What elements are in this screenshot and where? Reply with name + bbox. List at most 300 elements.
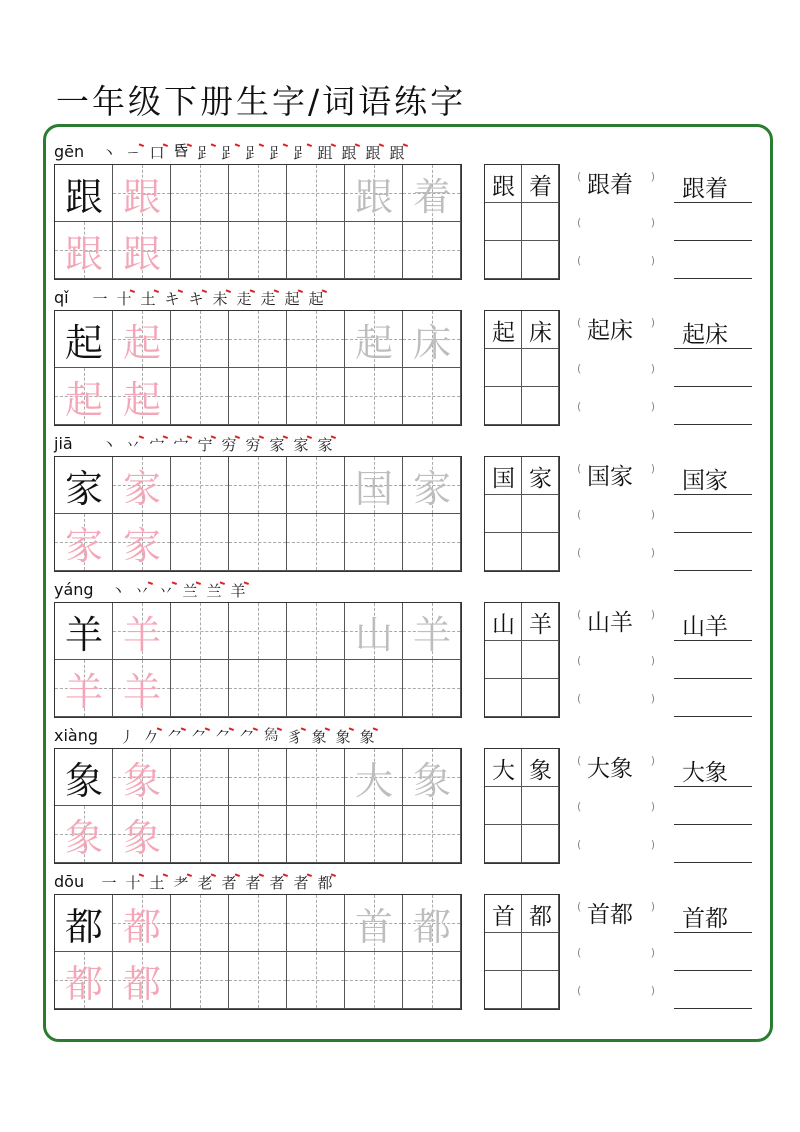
- trace-character: 都: [122, 905, 161, 949]
- trace-character: 象: [64, 816, 103, 860]
- grid-cell[interactable]: [287, 311, 345, 368]
- grid-cell[interactable]: [113, 952, 171, 1009]
- grid-cell[interactable]: [345, 457, 403, 514]
- grid-cell[interactable]: [113, 806, 171, 863]
- word-grid-cell[interactable]: [522, 895, 559, 933]
- writing-line[interactable]: [674, 824, 752, 825]
- trace-character: 起: [122, 321, 161, 365]
- grid-cell[interactable]: [287, 895, 345, 952]
- open-bracket: (: [577, 400, 582, 413]
- lined-word: 山羊: [682, 614, 728, 640]
- grid-cell[interactable]: [403, 895, 461, 952]
- word-grid-cell[interactable]: [485, 641, 522, 679]
- grid-cell[interactable]: [345, 514, 403, 571]
- stroke-step: 走: [258, 288, 278, 310]
- trace-character: 羊: [64, 670, 103, 714]
- stroke-step: 丿: [119, 728, 135, 746]
- word-grid-cell[interactable]: [485, 349, 522, 387]
- grid-cell[interactable]: [171, 895, 229, 952]
- stroke-step: 跟: [363, 142, 383, 164]
- open-bracket: (: [577, 508, 582, 521]
- stroke-highlight-icon: [323, 727, 330, 735]
- word-trace-character: 国: [354, 467, 393, 511]
- grid-cell[interactable]: [403, 222, 461, 279]
- word-trace-character: 起: [354, 321, 393, 365]
- writing-line[interactable]: [674, 240, 752, 241]
- stroke-step: 象: [357, 726, 377, 748]
- stroke-highlight-icon: [272, 289, 279, 297]
- stroke-highlight-icon: [305, 435, 312, 443]
- close-bracket: ): [650, 754, 655, 767]
- stroke-highlight-icon: [233, 143, 240, 151]
- char-section-1: [54, 288, 774, 434]
- grid-cell[interactable]: [345, 603, 403, 660]
- stroke-highlight-icon: [185, 873, 192, 881]
- grid-cell[interactable]: [345, 165, 403, 222]
- stroke-step: 者: [267, 872, 287, 894]
- writing-line[interactable]: [674, 932, 752, 933]
- grid-cell[interactable]: [403, 603, 461, 660]
- lined-word: 起床: [682, 322, 728, 348]
- grid-cell[interactable]: [229, 165, 287, 222]
- word-grid-cell[interactable]: [485, 165, 522, 203]
- word-grid-cell[interactable]: [485, 203, 522, 241]
- open-bracket: (: [577, 546, 582, 559]
- stroke-step: 宁: [195, 434, 215, 456]
- grid-cell[interactable]: [229, 222, 287, 279]
- grid-cell[interactable]: [229, 952, 287, 1009]
- grid-cell[interactable]: [55, 222, 113, 279]
- bracket-word: 起床: [587, 318, 633, 344]
- grid-cell[interactable]: [113, 457, 171, 514]
- word-grid-cell[interactable]: [485, 241, 522, 279]
- stroke-step: 𧾷: [291, 142, 311, 164]
- practice-grid: [54, 164, 462, 280]
- stroke-step: 𧾷: [195, 142, 215, 164]
- grid-cell[interactable]: [113, 311, 171, 368]
- stroke-step: 𤉢: [261, 726, 281, 748]
- grid-cell[interactable]: [55, 660, 113, 717]
- grid-cell[interactable]: [229, 749, 287, 806]
- close-bracket: ): [650, 946, 655, 959]
- pinyin-label: gēn: [54, 142, 85, 161]
- stroke-step: ⺈: [237, 726, 257, 748]
- grid-cell[interactable]: [403, 165, 461, 222]
- stroke-step: 起: [282, 288, 302, 310]
- stroke-step: ⺈: [213, 726, 233, 748]
- word-grid: [484, 164, 560, 280]
- open-bracket: (: [577, 692, 582, 705]
- grid-cell[interactable]: [403, 749, 461, 806]
- grid-cell[interactable]: [229, 514, 287, 571]
- word-grid-cell[interactable]: [522, 749, 559, 787]
- stroke-order: [90, 288, 326, 310]
- word-grid-cell[interactable]: [522, 165, 559, 203]
- stroke-step: 起: [306, 288, 326, 310]
- grid-cell[interactable]: [229, 895, 287, 952]
- stroke-step: 象: [309, 726, 329, 748]
- writing-line[interactable]: [674, 862, 752, 863]
- grid-cell[interactable]: [113, 603, 171, 660]
- writing-line[interactable]: [674, 640, 752, 641]
- close-bracket: ): [650, 546, 655, 559]
- trace-character: 家: [64, 524, 103, 568]
- pinyin-label: dōu: [54, 872, 85, 891]
- stroke-step: 丶: [110, 582, 126, 600]
- word-grid-cell[interactable]: [522, 679, 559, 717]
- grid-cell[interactable]: [403, 457, 461, 514]
- word-grid-cell[interactable]: [485, 933, 522, 971]
- word-grid-cell[interactable]: [485, 533, 522, 571]
- lined-word: 大象: [682, 760, 728, 786]
- grid-cell[interactable]: [229, 368, 287, 425]
- word-character: 首: [492, 903, 515, 930]
- word-grid-cell[interactable]: [522, 241, 559, 279]
- grid-cell[interactable]: [55, 806, 113, 863]
- grid-cell[interactable]: [113, 368, 171, 425]
- stroke-highlight-icon: [218, 581, 225, 589]
- stroke-step: 羊: [228, 580, 248, 602]
- writing-line[interactable]: [674, 970, 752, 971]
- trace-character: 家: [122, 467, 161, 511]
- stroke-step: 口: [147, 142, 167, 164]
- grid-cell[interactable]: [55, 514, 113, 571]
- grid-cell[interactable]: [345, 368, 403, 425]
- stroke-highlight-icon: [128, 289, 135, 297]
- practice-grid: [54, 310, 462, 426]
- grid-cell[interactable]: [55, 311, 113, 368]
- grid-cell[interactable]: [287, 222, 345, 279]
- stroke-step: ⺈: [165, 726, 185, 748]
- grid-cell[interactable]: [113, 222, 171, 279]
- grid-cell[interactable]: [287, 952, 345, 1009]
- grid-cell[interactable]: [171, 952, 229, 1009]
- grid-cell[interactable]: [171, 165, 229, 222]
- open-bracket: (: [577, 900, 582, 913]
- stroke-highlight-icon: [170, 581, 177, 589]
- writing-line[interactable]: [674, 570, 752, 571]
- grid-cell[interactable]: [403, 952, 461, 1009]
- word-grid-cell[interactable]: [485, 749, 522, 787]
- word-trace-character: 首: [354, 905, 393, 949]
- model-character: 家: [64, 467, 103, 511]
- stroke-step: 家: [267, 434, 287, 456]
- word-grid-cell[interactable]: [522, 825, 559, 863]
- word-character: 大: [492, 757, 515, 784]
- pinyin-label: jiā: [54, 434, 73, 453]
- writing-line[interactable]: [674, 348, 752, 349]
- stroke-step: 走: [234, 288, 254, 310]
- stroke-step: 家: [315, 434, 335, 456]
- word-grid: [484, 602, 560, 718]
- stroke-highlight-icon: [200, 289, 207, 297]
- grid-cell[interactable]: [113, 895, 171, 952]
- model-character: 象: [64, 759, 103, 803]
- stroke-highlight-icon: [161, 873, 168, 881]
- trace-character: 跟: [64, 232, 103, 276]
- stroke-highlight-icon: [257, 435, 264, 443]
- grid-cell[interactable]: [287, 165, 345, 222]
- stroke-highlight-icon: [347, 727, 354, 735]
- writing-line[interactable]: [674, 532, 752, 533]
- stroke-step: 耂: [171, 872, 191, 894]
- grid-cell[interactable]: [171, 660, 229, 717]
- stroke-step: 一: [101, 874, 117, 892]
- practice-grid: [54, 602, 462, 718]
- grid-cell[interactable]: [55, 952, 113, 1009]
- word-trace-character: 山: [354, 613, 393, 657]
- grid-cell[interactable]: [229, 457, 287, 514]
- grid-cell[interactable]: [229, 311, 287, 368]
- word-trace-character: 跟: [354, 175, 393, 219]
- stroke-step: 象: [333, 726, 353, 748]
- grid-cell[interactable]: [403, 368, 461, 425]
- grid-cell[interactable]: [287, 457, 345, 514]
- close-bracket: ): [650, 170, 655, 183]
- writing-line[interactable]: [674, 678, 752, 679]
- grid-cell[interactable]: [345, 222, 403, 279]
- word-grid-cell[interactable]: [522, 603, 559, 641]
- trace-character: 跟: [122, 232, 161, 276]
- stroke-step: 十: [123, 872, 143, 894]
- close-bracket: ): [650, 254, 655, 267]
- stroke-step: 老: [195, 872, 215, 894]
- grid-cell[interactable]: [55, 895, 113, 952]
- stroke-highlight-icon: [296, 289, 303, 297]
- open-bracket: (: [577, 316, 582, 329]
- grid-cell[interactable]: [113, 660, 171, 717]
- grid-cell[interactable]: [171, 514, 229, 571]
- trace-character: 都: [122, 962, 161, 1006]
- stroke-step: ㄧ: [123, 142, 143, 164]
- open-bracket: (: [577, 362, 582, 375]
- bracket-word: 大象: [587, 756, 633, 782]
- stroke-step: 十: [114, 288, 134, 310]
- word-character: 国: [492, 465, 515, 492]
- word-grid-cell[interactable]: [485, 787, 522, 825]
- writing-line[interactable]: [674, 786, 752, 787]
- writing-line[interactable]: [674, 278, 752, 279]
- grid-cell[interactable]: [287, 603, 345, 660]
- grid-cell[interactable]: [287, 368, 345, 425]
- grid-cell[interactable]: [55, 749, 113, 806]
- word-character: 着: [529, 173, 552, 200]
- word-trace-character: 羊: [412, 613, 451, 657]
- stroke-highlight-icon: [137, 143, 144, 151]
- stroke-highlight-icon: [257, 143, 264, 151]
- word-grid-cell[interactable]: [522, 971, 559, 1009]
- word-grid-cell[interactable]: [522, 457, 559, 495]
- stroke-highlight-icon: [155, 727, 162, 735]
- word-trace-character: 都: [412, 905, 451, 949]
- stroke-highlight-icon: [299, 727, 306, 735]
- word-grid-cell[interactable]: [485, 457, 522, 495]
- grid-cell[interactable]: [287, 660, 345, 717]
- trace-character: 羊: [122, 670, 161, 714]
- grid-cell[interactable]: [345, 749, 403, 806]
- stroke-highlight-icon: [227, 727, 234, 735]
- stroke-highlight-icon: [329, 143, 336, 151]
- stroke-highlight-icon: [194, 581, 201, 589]
- writing-line[interactable]: [674, 202, 752, 203]
- stroke-step: 土: [147, 872, 167, 894]
- open-bracket: (: [577, 254, 582, 267]
- close-bracket: ): [650, 900, 655, 913]
- stroke-highlight-icon: [281, 143, 288, 151]
- stroke-highlight-icon: [305, 873, 312, 881]
- word-grid-cell[interactable]: [522, 533, 559, 571]
- word-grid-cell[interactable]: [485, 679, 522, 717]
- grid-cell[interactable]: [403, 514, 461, 571]
- stroke-order: [117, 726, 377, 748]
- stroke-step: 𧾷: [267, 142, 287, 164]
- grid-cell[interactable]: [345, 952, 403, 1009]
- grid-cell[interactable]: [287, 806, 345, 863]
- grid-cell[interactable]: [113, 749, 171, 806]
- grid-cell[interactable]: [55, 457, 113, 514]
- writing-line[interactable]: [674, 716, 752, 717]
- grid-cell[interactable]: [345, 311, 403, 368]
- word-grid-cell[interactable]: [485, 311, 522, 349]
- trace-character: 都: [64, 962, 103, 1006]
- stroke-step: 家: [291, 434, 311, 456]
- open-bracket: (: [577, 984, 582, 997]
- stroke-highlight-icon: [353, 143, 360, 151]
- stroke-highlight-icon: [251, 727, 258, 735]
- stroke-highlight-icon: [275, 727, 282, 735]
- word-grid-cell[interactable]: [522, 387, 559, 425]
- writing-line[interactable]: [674, 424, 752, 425]
- word-character: 跟: [492, 173, 515, 200]
- writing-line[interactable]: [674, 386, 752, 387]
- page-title: 一年级下册生字/词语练字: [56, 82, 467, 121]
- bracket-word: 首都: [587, 902, 633, 928]
- stroke-highlight-icon: [209, 143, 216, 151]
- grid-cell[interactable]: [171, 457, 229, 514]
- word-grid-cell[interactable]: [485, 971, 522, 1009]
- trace-character: 象: [122, 816, 161, 860]
- open-bracket: (: [577, 462, 582, 475]
- grid-cell[interactable]: [55, 603, 113, 660]
- grid-cell[interactable]: [345, 660, 403, 717]
- grid-cell[interactable]: [171, 222, 229, 279]
- close-bracket: ): [650, 984, 655, 997]
- word-grid-cell[interactable]: [485, 895, 522, 933]
- grid-cell[interactable]: [171, 368, 229, 425]
- stroke-step: 跟: [339, 142, 359, 164]
- trace-character: 跟: [122, 175, 161, 219]
- grid-cell[interactable]: [55, 368, 113, 425]
- word-grid-cell[interactable]: [522, 641, 559, 679]
- stroke-step: 丷: [123, 434, 143, 456]
- stroke-step: 都: [315, 872, 335, 894]
- grid-cell[interactable]: [229, 806, 287, 863]
- grid-cell[interactable]: [171, 749, 229, 806]
- grid-cell[interactable]: [403, 660, 461, 717]
- stroke-highlight-icon: [185, 143, 192, 151]
- stroke-highlight-icon: [176, 289, 183, 297]
- grid-cell[interactable]: [403, 311, 461, 368]
- stroke-highlight-icon: [371, 727, 378, 735]
- stroke-highlight-icon: [137, 435, 144, 443]
- trace-character: 羊: [122, 613, 161, 657]
- close-bracket: ): [650, 362, 655, 375]
- word-character: 象: [529, 757, 552, 784]
- grid-cell[interactable]: [403, 806, 461, 863]
- word-grid-cell[interactable]: [485, 387, 522, 425]
- lined-word: 国家: [682, 468, 728, 494]
- word-grid-cell[interactable]: [485, 603, 522, 641]
- stroke-highlight-icon: [209, 435, 216, 443]
- open-bracket: (: [577, 608, 582, 621]
- word-grid-cell[interactable]: [522, 349, 559, 387]
- stroke-step: 跙: [315, 142, 335, 164]
- grid-cell[interactable]: [287, 749, 345, 806]
- word-grid-cell[interactable]: [522, 311, 559, 349]
- word-grid-cell[interactable]: [485, 825, 522, 863]
- open-bracket: (: [577, 754, 582, 767]
- word-grid-cell[interactable]: [522, 495, 559, 533]
- grid-cell[interactable]: [171, 603, 229, 660]
- stroke-step: 丶: [101, 144, 117, 162]
- char-section-2: [54, 434, 774, 580]
- writing-line[interactable]: [674, 494, 752, 495]
- model-character: 跟: [64, 175, 103, 219]
- model-character: 羊: [64, 613, 103, 657]
- grid-cell[interactable]: [345, 895, 403, 952]
- grid-cell[interactable]: [345, 806, 403, 863]
- pinyin-label: qǐ: [54, 288, 69, 307]
- grid-cell[interactable]: [229, 660, 287, 717]
- stroke-step: 者: [291, 872, 311, 894]
- close-bracket: ): [650, 316, 655, 329]
- writing-line[interactable]: [674, 1008, 752, 1009]
- stroke-highlight-icon: [161, 435, 168, 443]
- word-grid-cell[interactable]: [522, 203, 559, 241]
- open-bracket: (: [577, 838, 582, 851]
- stroke-step: 宀: [171, 434, 191, 456]
- grid-cell[interactable]: [55, 165, 113, 222]
- word-trace-character: 大: [354, 759, 393, 803]
- grid-cell[interactable]: [287, 514, 345, 571]
- word-trace-character: 家: [412, 467, 451, 511]
- stroke-highlight-icon: [179, 727, 186, 735]
- bracket-word: 跟着: [587, 172, 633, 198]
- stroke-highlight-icon: [281, 873, 288, 881]
- stroke-step: 穷: [243, 434, 263, 456]
- word-character: 山: [492, 611, 515, 638]
- stroke-step: 者: [219, 872, 239, 894]
- stroke-highlight-icon: [242, 581, 249, 589]
- grid-cell[interactable]: [171, 311, 229, 368]
- grid-cell[interactable]: [229, 603, 287, 660]
- grid-cell[interactable]: [171, 806, 229, 863]
- trace-character: 起: [64, 378, 103, 422]
- char-section-4: [54, 726, 774, 872]
- grid-cell[interactable]: [113, 165, 171, 222]
- practice-grid: [54, 894, 462, 1010]
- stroke-step: 一: [92, 290, 108, 308]
- close-bracket: ): [650, 800, 655, 813]
- grid-cell[interactable]: [113, 514, 171, 571]
- word-grid-cell[interactable]: [522, 933, 559, 971]
- model-character: 都: [64, 905, 103, 949]
- stroke-order: [108, 580, 248, 602]
- stroke-step: ⺈: [189, 726, 209, 748]
- stroke-highlight-icon: [185, 435, 192, 443]
- word-grid-cell[interactable]: [522, 787, 559, 825]
- word-grid-cell[interactable]: [485, 495, 522, 533]
